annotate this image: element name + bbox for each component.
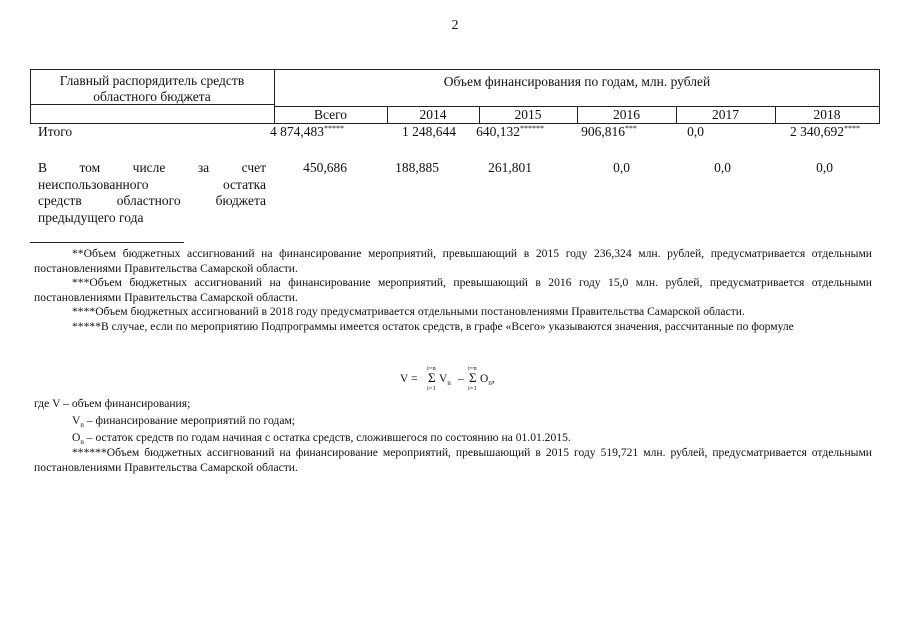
col-2015: 2015: [514, 107, 542, 122]
formula-on-def: $O_n$ – остаток средств по годам начиная с остатка средств, сложившегося по состоянию на 01.01.2015.: [72, 431, 571, 446]
formula-vn-def: $V_n$ – финансирование мероприятий по годам;: [72, 414, 296, 429]
formula: V = i=n Σ i=1 $V_n$ – i=n Σ i=1 $O_n$,: [400, 365, 495, 392]
table-cell: 0,0: [613, 160, 630, 175]
row-label-line: средств областного бюджета: [38, 193, 267, 208]
table-cell: 0,0: [816, 160, 833, 175]
table-cell: 2 340,692****: [790, 124, 860, 139]
table-cell: 188,885: [395, 160, 439, 175]
footnote-5: *****В случае, если по мероприятию Подпрограммы имеется остаток средств, в графе «Всего» указываются значения, рассчитанные по формуле: [72, 319, 794, 333]
footnote-4: ****Объем бюджетных ассигнований в 2018 году предусматривается отдельными постановлениями Правительства Самарской области.: [72, 305, 745, 318]
page-number: 2: [451, 18, 459, 33]
col-total: Всего: [313, 107, 348, 122]
footnote-3: ***Объем бюджетных ассигнований на финансирование мероприятий, превышающий в 2016 году 15,0 млн. рублей, предусматривается отдельными постановлениями Правительства Самарской области.: [34, 276, 872, 304]
table-cell: 261,801: [488, 160, 532, 175]
row-label-line: предыдущего года: [38, 209, 144, 225]
table-cell: 0,0: [714, 160, 731, 175]
header-distributor: Главный распорядитель средств областного бюджета: [59, 73, 245, 104]
financing-table: [30, 69, 880, 124]
col-2016: 2016: [613, 107, 640, 122]
table-cell: 0,0: [687, 124, 704, 139]
header-financing: Объем финансирования по годам, млн. рублей: [443, 74, 711, 89]
row-label-line: неиспользованного остатка: [38, 176, 266, 192]
table-cell: 450,686: [303, 160, 347, 175]
footnotes: [34, 247, 872, 334]
table-cell: 4 874,483*****: [270, 124, 344, 139]
row-label-line: В том числе за счет: [38, 160, 267, 175]
footnote-6-wrap: [34, 446, 872, 475]
row-total-label: Итого: [38, 124, 73, 139]
col-2017: 2017: [712, 107, 739, 122]
formula-where: где V – объем финансирования;: [34, 397, 191, 410]
table-cell: 906,816***: [581, 124, 637, 139]
table-cell: 1 248,644: [402, 124, 456, 139]
footnote-divider: [30, 242, 184, 243]
row-unused-label: [38, 160, 266, 226]
col-2014: 2014: [419, 107, 447, 122]
col-2018: 2018: [813, 107, 841, 122]
footnote-6: ******Объем бюджетных ассигнований на финансирование мероприятий, превышающий в 2015 году 519,721 млн. рублей, предусматривается отдельными постановлениями Правительства Самарской области.: [34, 446, 872, 474]
table-cell: 640,132******: [476, 124, 544, 139]
footnote-2: **Объем бюджетных ассигнований на финансирование мероприятий, превышающий в 2015 году 236,324 млн. рублей, предусматривается отдельными постановлениями Правительства Самарской области.: [34, 247, 872, 275]
